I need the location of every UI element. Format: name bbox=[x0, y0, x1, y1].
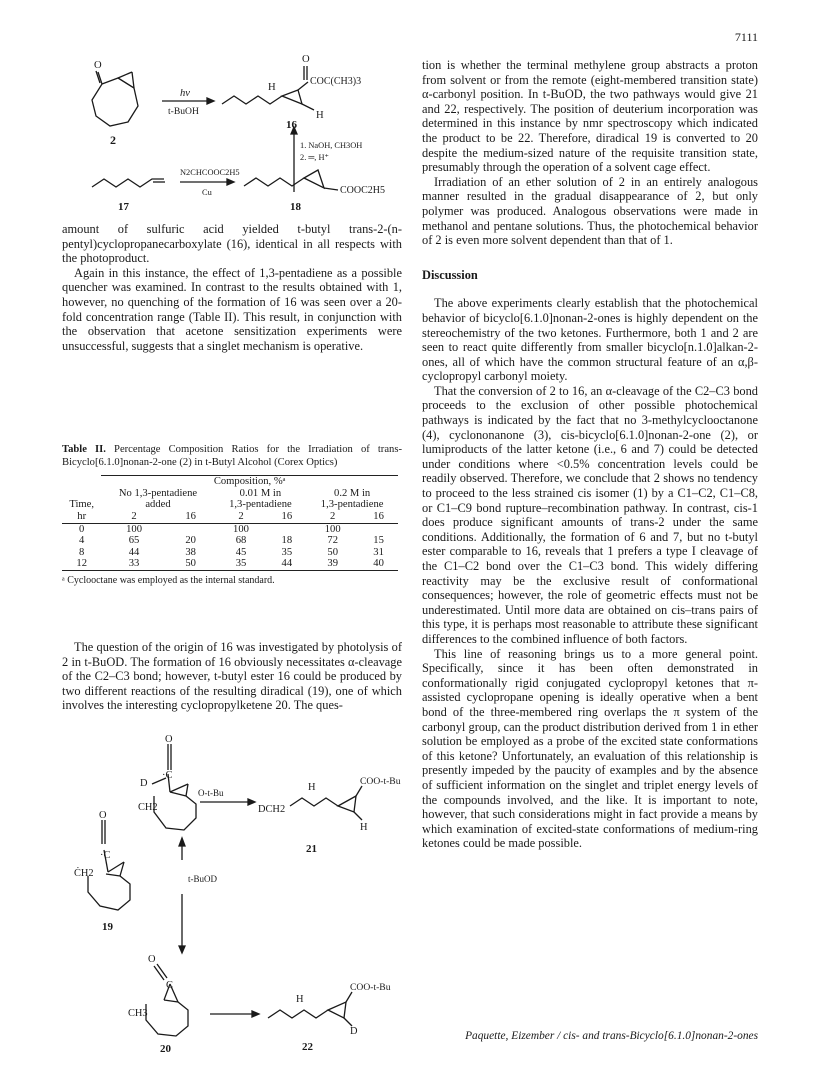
svg-text:1. NaOH, CH3OH: 1. NaOH, CH3OH bbox=[300, 141, 363, 150]
svg-text:·C: ·C bbox=[100, 850, 111, 861]
svg-text:17: 17 bbox=[118, 201, 129, 213]
svg-text:H: H bbox=[316, 110, 324, 121]
svg-text:COO-t-Bu: COO-t-Bu bbox=[350, 982, 391, 993]
svg-text:H: H bbox=[296, 994, 304, 1005]
svg-text:t-BuOH: t-BuOH bbox=[168, 106, 199, 117]
table-row: 0 100 100 100 bbox=[79, 523, 341, 535]
svg-text:O: O bbox=[302, 54, 310, 65]
svg-text:19: 19 bbox=[102, 921, 113, 933]
svg-text:hν: hν bbox=[180, 88, 190, 99]
paragraph: This line of reasoning brings us to a more general point. Specifically, since it has been often demonstrated in conformationally rigid conjugated cyclopropyl ketones that π-assisted cyclopropane opening is ideally operative when a bent bond of the three-membered ring overlaps the π system of the carbonyl group, can the product distribution derived from 1 in ether solution be employed as a probe of the excited state conformations of this ketone? Unfortunately, an evaluation of this relationship is presently impeded by the paucity of examples and by the absence of sufficient information on the singlet and triplet energy levels of the compounds involved, and the like. It is important to note, however, that such considerations might in fact provide a means by which examination of excited-state conformations of medium-ring ketones could be made possible. bbox=[422, 646, 758, 851]
reaction-scheme-top bbox=[62, 52, 402, 232]
compound-16-chain bbox=[222, 96, 282, 104]
svg-text:ĊH2: ĊH2 bbox=[74, 868, 94, 879]
svg-text:H: H bbox=[268, 82, 276, 93]
svg-text:·C: ·C bbox=[162, 770, 173, 781]
table-row: 8 44 38 45 35 50 31 bbox=[79, 546, 384, 558]
compound-18-chain bbox=[244, 178, 304, 186]
reaction-scheme-bottom bbox=[62, 734, 402, 1055]
svg-text:H: H bbox=[360, 822, 368, 833]
svg-text:COC(CH3)3: COC(CH3)3 bbox=[310, 76, 362, 87]
svg-text:Cu: Cu bbox=[202, 188, 212, 197]
svg-text:DCH2: DCH2 bbox=[258, 804, 286, 815]
svg-text:O: O bbox=[165, 734, 173, 745]
svg-text:D: D bbox=[350, 1026, 358, 1037]
right-column bbox=[422, 58, 758, 851]
paragraph: Irradiation of an ether solution of 2 in an entirely analogous manner resulted in the gradual disappearance of 2, but only polymer was produced. Analogous observations were made in methanol and pentane solutions. Thus, the photochemical behavior of 2 is even more solvent dependent than that of 1. bbox=[422, 174, 758, 248]
svg-text:O-t-Bu: O-t-Bu bbox=[198, 788, 224, 798]
compound-17-chain bbox=[92, 179, 164, 187]
table-data: Composition, %ᵃ No 1,3-pentadiene 0.01 M in 0.2 M in Time, added 1,3-pentadiene 1,3-pentadiene hr 2 16 2 16 2 16 0 100 100 100 4 65 20 68 18 72 15 8 44 38 45 35 50 31 12 33 50 35 44 39 40 bbox=[62, 475, 398, 571]
svg-text:O: O bbox=[99, 810, 107, 821]
table-ii bbox=[62, 444, 402, 589]
left-column-lower bbox=[62, 640, 402, 713]
svg-text:O: O bbox=[148, 954, 156, 965]
svg-text:22: 22 bbox=[302, 1041, 313, 1053]
paragraph: amount of sulfuric acid yielded t-butyl trans-2-(n-pentyl)cyclopropanecarboxylate (16), identical in all respects with the photoproduct. bbox=[62, 222, 402, 266]
svg-text:COO-t-Bu: COO-t-Bu bbox=[360, 776, 401, 787]
svg-text:CH3: CH3 bbox=[128, 1008, 148, 1019]
section-heading: Discussion bbox=[422, 267, 478, 282]
paragraph: That the conversion of 2 to 16, an α-cleavage of the C2–C3 bond proceeds to the exclusion of other possible photochemical pathways is indicated by the fact that no 3-methylcyclooctanone (4), cyclononanone (3), cis-bicyclo[6.1.0]nonan-2-one (2), or lumiproducts of the latter ketone (i.e., 6 and 7) could be detected under conditions where <0.5% concentration levels could be readily observed. Therefore, we conclude that 2 shows no tendency to proceed to the less strained cis isomer (1) by a C1–C2, C1–C8, or C1–C9 bond rupture–recombination pathway. In contrast, cis-1 does produce significant amounts of trans-2 under the same conditions. Additionally, the formation of 6 and 7, but no t-butyl ester comparable to 16, reveals that 1 prefers a type I cleavage of the C1–C2 bond over the C1–C3 bond. This widely differing reactivity may be the exclusive result of conformational consequences; however, the role of geometric effects must not be underestimated. Until more data are obtained on cis–trans pairs of this type, it is perhaps most reasonable to attribute these significant differences to the combined influence of both factors. bbox=[422, 383, 758, 646]
paragraph: The question of the origin of 16 was investigated by photolysis of 2 in t-BuOD. The formation of 16 obviously necessitates α-cleavage of the C2–C3 bond; however, t-butyl ester 16 could be produced by two different reactions of the resulting diradical (19), one of which involves the interesting cyclopropylketene 20. The ques- bbox=[62, 640, 402, 713]
svg-text:2. ═, H⁺: 2. ═, H⁺ bbox=[300, 153, 329, 162]
table-caption: Table II. Percentage Composition Ratios for the Irradiation of trans-Bicyclo[6.1.0]nonan-2-one (2) in t-Butyl Alcohol (Corex Optics) bbox=[62, 444, 402, 468]
table-footnote: ᵃ Cyclooctane was employed as the internal standard. bbox=[62, 574, 275, 586]
compound-2-ring bbox=[92, 78, 138, 126]
running-footer: Paquette, Eizember / cis- and trans-Bicyclo[6.1.0]nonan-2-ones bbox=[465, 1030, 758, 1042]
paragraph: Again in this instance, the effect of 1,3-pentadiene as a possible quencher was examined. In contrast to the results obtained with 1, however, no quenching of the formation of 16 was seen over a 20-fold concentration range (Table II). This result, in conjunction with the observation that acetone sensitization experiments were unsuccessful, suggests that a singlet mechanism is operative. bbox=[62, 265, 402, 353]
svg-text:N2CHCOOC2H5: N2CHCOOC2H5 bbox=[180, 168, 240, 177]
svg-text:D: D bbox=[140, 778, 148, 789]
svg-text:16: 16 bbox=[286, 119, 297, 131]
left-column-upper bbox=[62, 222, 402, 353]
svg-text:18: 18 bbox=[290, 201, 301, 213]
svg-text:t-BuOD: t-BuOD bbox=[188, 874, 217, 884]
svg-text:C: C bbox=[166, 980, 173, 991]
svg-text:2: 2 bbox=[110, 133, 116, 147]
svg-text:21: 21 bbox=[306, 843, 317, 855]
paragraph: tion is whether the terminal methylene group abstracts a proton from solvent or from the remote (eight-membered transition state) α-carbonyl position. In t-BuOD, the two pathways would give 21 and 22, respectively. The position of deuterium incorporation was determined in this instance by nmr spectroscopy which indicated the product to be 22. Therefore, diradical 19 is converted to 20 despite the medium-sized nature of the requisite transition state, presumably through the operation of a solvent cage effect. bbox=[422, 58, 758, 175]
table-row: 12 33 50 35 44 39 40 bbox=[62, 558, 398, 570]
paragraph: The above experiments clearly establish that the photochemical behavior of bicyclo[6.1.0]nonan-2-ones is highly dependent on the stereochemistry of the two ketones. Furthermore, both 1 and 2 are seen to react quite differently from smaller bicyclo[n.1.0]alkan-2-ones, all of which have the common structural feature of an α,β-cyclopropyl carbonyl moiety. bbox=[422, 296, 758, 384]
svg-text:CH2: CH2 bbox=[138, 802, 158, 813]
svg-text:O: O bbox=[94, 60, 102, 71]
svg-text:COOC2H5: COOC2H5 bbox=[340, 185, 386, 196]
svg-text:H: H bbox=[308, 782, 316, 793]
svg-text:20: 20 bbox=[160, 1043, 171, 1055]
table-row: 4 65 20 68 18 72 15 bbox=[79, 535, 384, 547]
page-number: 7111 bbox=[734, 30, 758, 44]
